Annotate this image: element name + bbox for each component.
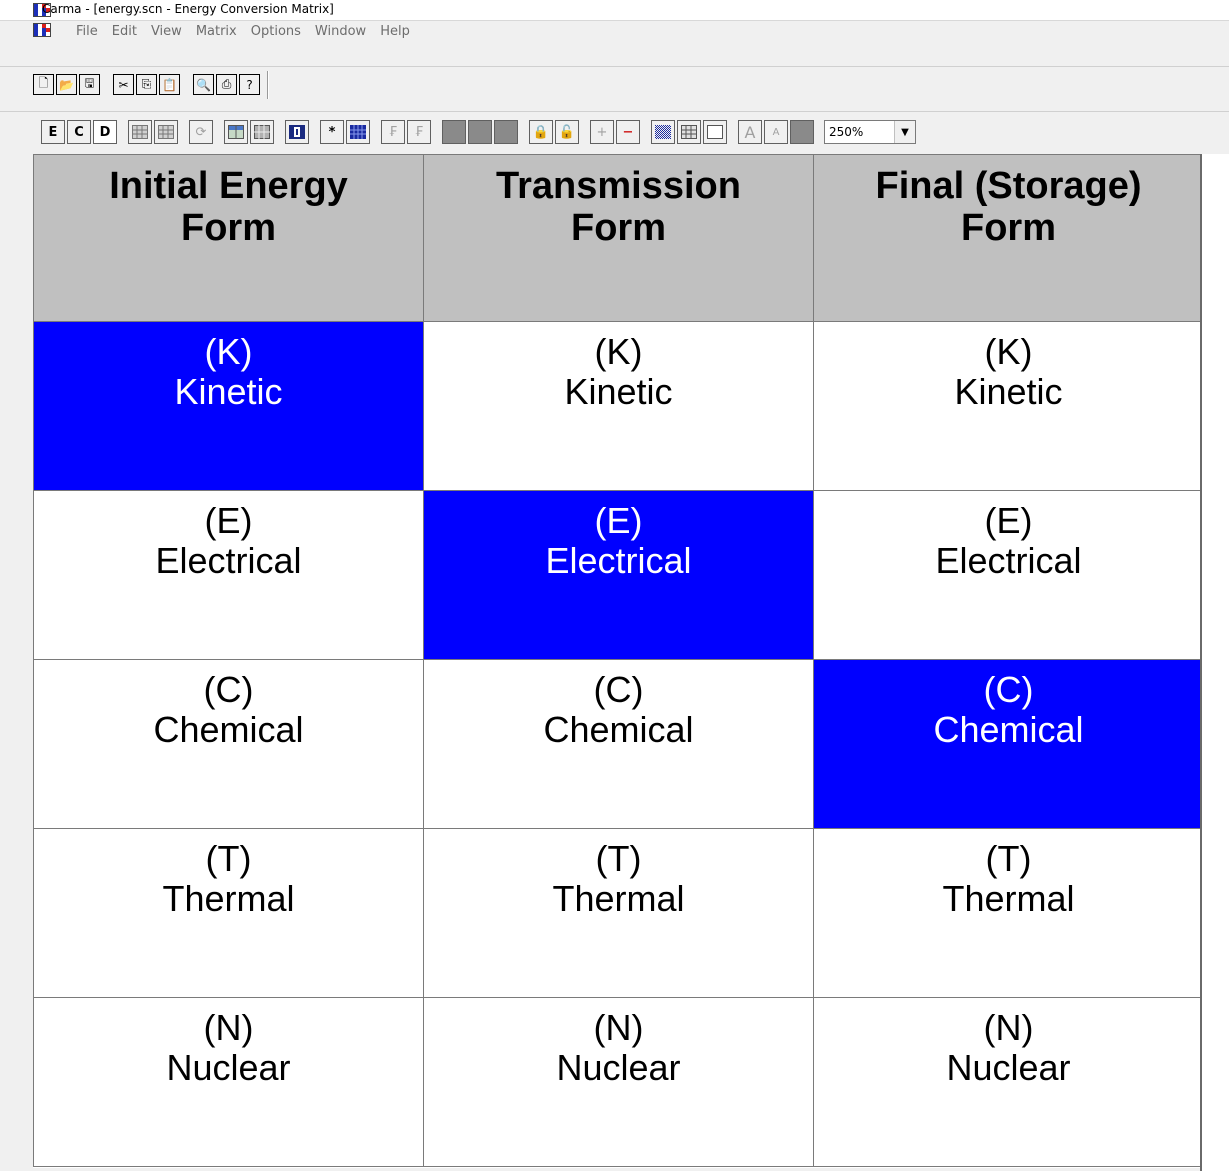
cell-label: Nuclear [556, 1047, 681, 1088]
cell-label: Thermal [162, 878, 295, 919]
menu-view[interactable]: View [150, 24, 182, 39]
cell-label: Chemical [153, 709, 304, 750]
cell-label: Chemical [933, 709, 1084, 750]
matrix-cell[interactable] [814, 491, 1204, 660]
matrix-cell[interactable] [814, 660, 1204, 829]
cell-code: (E) [984, 500, 1033, 541]
column-header[interactable] [814, 155, 1204, 322]
cell-code: (N) [593, 1007, 644, 1048]
new-document-icon[interactable]: 🗋 [33, 74, 54, 95]
matrix-cell[interactable] [424, 322, 814, 491]
mode-e-button[interactable]: E [41, 120, 65, 144]
left-margin [0, 154, 33, 1171]
cell-code: (N) [983, 1007, 1034, 1048]
cell-label: Kinetic [954, 371, 1063, 412]
cell-code: (C) [593, 669, 644, 710]
matrix-cell[interactable] [34, 491, 424, 660]
matrix-cell[interactable] [34, 660, 424, 829]
window-title: Carma - [energy.scn - Energy Conversion Matrix] [42, 2, 334, 16]
matrix-cell[interactable] [424, 829, 814, 998]
format-left-icon[interactable]: ₣ [381, 120, 405, 144]
cell-label: Electrical [545, 540, 692, 581]
block-3-icon[interactable] [494, 120, 518, 144]
refresh-icon[interactable]: ⟳ [189, 120, 213, 144]
grid-cols-icon[interactable] [154, 120, 178, 144]
help-icon[interactable]: ? [239, 74, 260, 95]
column-header-label: Initial Energy Form [109, 165, 348, 249]
menu-edit[interactable]: Edit [111, 24, 137, 39]
color-block-icon[interactable] [790, 120, 814, 144]
format-right-icon[interactable]: ₣ [407, 120, 431, 144]
copy-icon[interactable]: ⎘ [136, 74, 157, 95]
menu-matrix[interactable]: Matrix [195, 24, 237, 39]
asterisk-icon[interactable]: * [320, 120, 344, 144]
matrix-cell[interactable] [424, 998, 814, 1167]
matrix-row [34, 491, 1204, 660]
cell-code: (K) [984, 331, 1033, 372]
toolbar-separator [267, 71, 269, 99]
save-icon[interactable]: 🖫 [79, 74, 100, 95]
mode-d-button[interactable]: D [93, 120, 117, 144]
matrix-row [34, 998, 1204, 1167]
standard-toolbar [0, 66, 1229, 101]
chevron-down-icon[interactable]: ▼ [894, 121, 915, 143]
cell-label: Chemical [543, 709, 694, 750]
cell-code: (K) [204, 331, 253, 372]
cell-label: Nuclear [166, 1047, 291, 1088]
blank-pattern-icon[interactable] [703, 120, 727, 144]
right-margin [1200, 154, 1229, 1171]
matrix-row [34, 660, 1204, 829]
cell-code: (E) [204, 500, 253, 541]
matrix-cell[interactable] [34, 829, 424, 998]
cell-code: (C) [983, 669, 1034, 710]
print-preview-icon[interactable]: 🔍 [193, 74, 214, 95]
lock-icon[interactable]: 🔒 [529, 120, 553, 144]
menu-help[interactable]: Help [380, 24, 410, 39]
column-header[interactable] [34, 155, 424, 322]
matrix-cell[interactable] [34, 322, 424, 491]
energy-conversion-matrix [33, 154, 1200, 1171]
cell-label: Thermal [552, 878, 685, 919]
menu-options[interactable]: Options [250, 24, 301, 39]
plus-icon[interactable]: + [590, 120, 614, 144]
menu-file[interactable]: File [76, 24, 98, 39]
cell-label: Kinetic [174, 371, 283, 412]
insert-text-icon[interactable] [285, 120, 309, 144]
grid-rows-icon[interactable] [128, 120, 152, 144]
font-smaller-icon[interactable]: A [764, 120, 788, 144]
matrix-row [34, 322, 1204, 491]
matrix-cell[interactable] [814, 322, 1204, 491]
cell-code: (K) [594, 331, 643, 372]
menu-window[interactable]: Window [314, 24, 367, 39]
font-larger-icon[interactable]: A [738, 120, 762, 144]
matrix-row [34, 829, 1204, 998]
zoom-select[interactable] [824, 120, 916, 144]
cell-label: Thermal [942, 878, 1075, 919]
cell-code: (T) [205, 838, 252, 879]
paste-icon[interactable]: 📋 [159, 74, 180, 95]
column-header[interactable] [424, 155, 814, 322]
matrix-cell[interactable] [814, 998, 1204, 1167]
shaded-grid-icon[interactable] [250, 120, 274, 144]
block-1-icon[interactable] [442, 120, 466, 144]
cell-label: Nuclear [946, 1047, 1071, 1088]
color-grid-icon[interactable] [224, 120, 248, 144]
menu-bar [0, 24, 1229, 62]
print-icon[interactable]: ⎙ [216, 74, 237, 95]
checker-pattern-icon[interactable] [651, 120, 675, 144]
matrix-cell[interactable] [814, 829, 1204, 998]
matrix-cell[interactable] [424, 660, 814, 829]
open-folder-icon[interactable]: 📂 [56, 74, 77, 95]
title-bar [0, 0, 1229, 21]
matrix-toolbar [0, 111, 1229, 152]
matrix-cell[interactable] [424, 491, 814, 660]
minus-icon[interactable]: − [616, 120, 640, 144]
unlock-icon[interactable]: 🔓 [555, 120, 579, 144]
table-pattern-icon[interactable] [677, 120, 701, 144]
cell-code: (T) [985, 838, 1032, 879]
cell-label: Kinetic [564, 371, 673, 412]
cut-icon[interactable]: ✂ [113, 74, 134, 95]
cell-code: (N) [203, 1007, 254, 1048]
cell-label: Electrical [935, 540, 1082, 581]
cell-code: (T) [595, 838, 642, 879]
cell-label: Electrical [155, 540, 302, 581]
cell-code: (E) [594, 500, 643, 541]
column-header-label: Transmission Form [496, 165, 741, 249]
cell-code: (C) [203, 669, 254, 710]
block-2-icon[interactable] [468, 120, 492, 144]
mode-c-button[interactable]: C [67, 120, 91, 144]
column-header-label: Final (Storage) Form [875, 165, 1142, 249]
fill-grid-icon[interactable] [346, 120, 370, 144]
matrix-cell[interactable] [34, 998, 424, 1167]
document-icon[interactable] [33, 23, 51, 37]
zoom-value: 250% [829, 125, 864, 139]
